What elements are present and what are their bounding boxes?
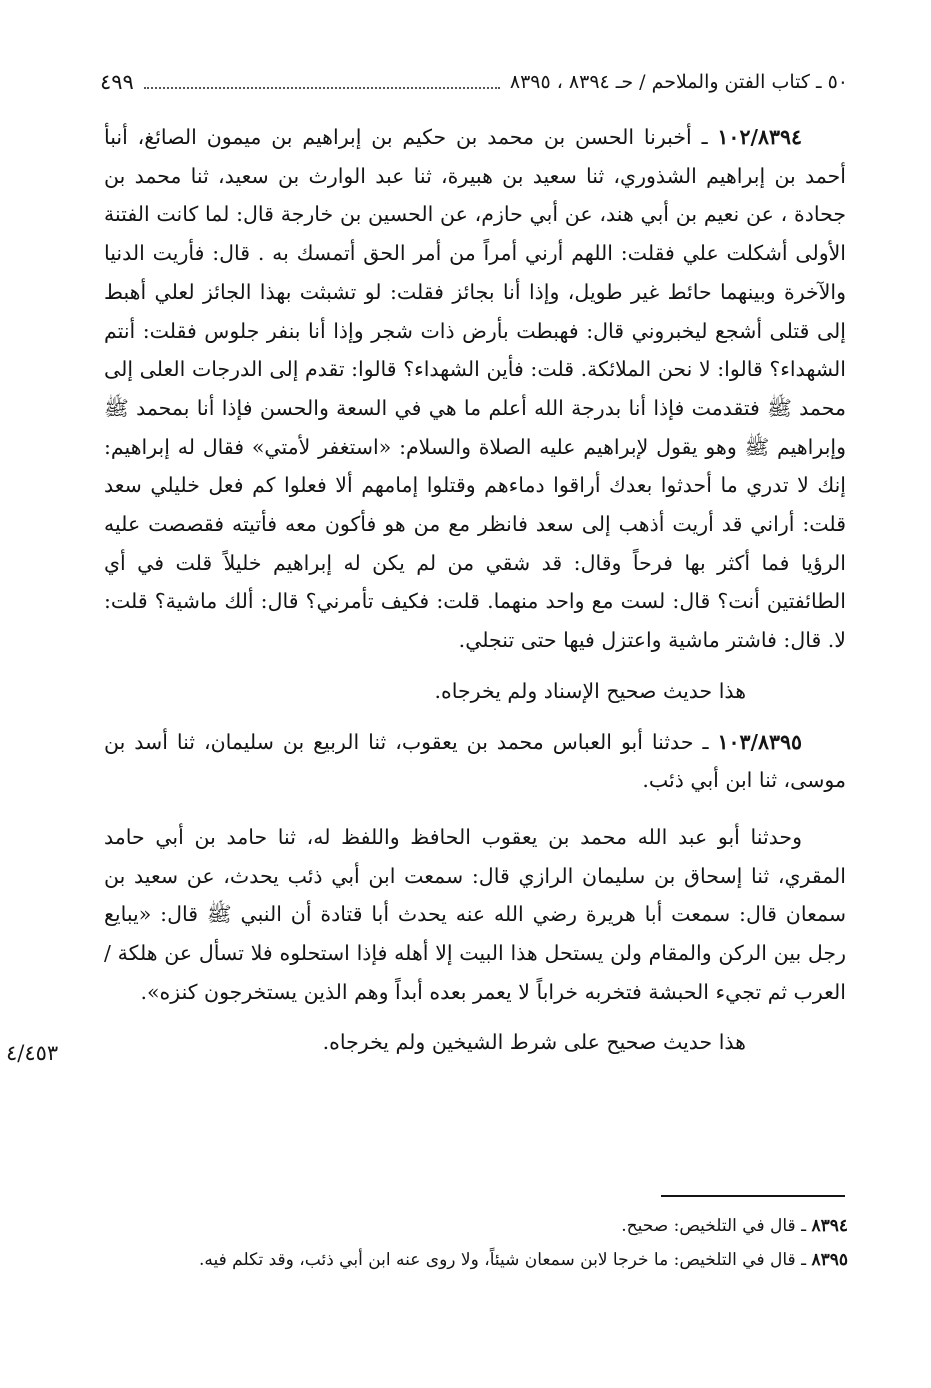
- hadith-8395-text: ـ حدثنا أبو العباس محمد بن يعقوب، ثنا الربيع بن سليمان، ثنا أسد بن موسى، ثنا ابن أبي ذئب.: [104, 729, 846, 793]
- page-body: [104, 118, 846, 1068]
- hadith-8394-number: ١٠٢/٨٣٩٤: [717, 125, 802, 149]
- footnote-8395-text: ـ قال في التلخيص: ما خرجا لابن سمعان شيئاً، ولا روى عنه ابن أبي ذئب، وقد تكلم فيه.: [198, 1250, 807, 1270]
- footnote-8394-text: ـ قال في التلخيص: صحيح.: [621, 1216, 807, 1236]
- footnote-8395-number: ٨٣٩٥: [811, 1250, 848, 1270]
- hadith-8394-text: ـ أخبرنا الحسن بن محمد بن حكيم بن إبراهيم بن ميمون الصائغ، أنبأ أحمد بن إبراهيم الشذوري، ثنا سعيد بن هبيرة، ثنا عبد الوارث بن سعيد، ثنا محمد بن جحادة ، عن نعيم بن أبي هند، عن أبي حازم، عن الحسين بن خارجة قال: لما كانت الفتنة الأولى أشكلت علي فقلت: اللهم أرني أمراً من أمر الحق أتمسك به . قال: فأريت الدنيا والآخرة وبينهما حائط غير طويل، وإذا أنا بجائز فقلت: لو تشبثت بهذا الجائز لعلي أهبط إلى قتلى أشجع ليخبروني قال: فهبطت بأرض ذات شجر وإذا أنا بنفر جلوس فقلت: أنتم الشهداء؟ قالوا: لا نحن الملائكة. قلت: فأين الشهداء؟ قالوا: تقدم إلى الدرجات العلى إلى محمد ﷺ فتقدمت فإذا أنا بدرجة الله أعلم ما هي في السعة والحسن فإذا أنا بمحمد ﷺ وإبراهيم ﷺ وهو يقول لإبراهيم عليه الصلاة والسلام: «استغفر لأمتي» فقال له إبراهيم: إنك لا تدري ما أحدثوا بعدك أراقوا دماءهم وقتلوا إمامهم ألا فعلوا كم فعل خليلي سعد قلت: أراني قد أريت أذهب إلى سعد فانظر مع من هو فأكون معه فأتيته فقصصت عليه الرؤيا فما أكثر بها فرحاً وقال: قد شقي من لم يكن له إبراهيم خليلاً قلت في أي الطائفتين أنت؟ قال: لست مع واحد منهما. قلت: فكيف تأمرني؟ قال: ألك ماشية؟ قلت: لا. قال: فاشتر ماشية واعتزل فيها حتى تنجلي.: [104, 125, 846, 653]
- hadith-8395-paragraph: [104, 723, 846, 800]
- hadith-8395-grading: هذا حديث صحيح على شرط الشيخين ولم يخرجاه.: [322, 1030, 746, 1055]
- footnotes: [90, 1209, 848, 1277]
- running-title: ٥٠ ـ كتاب الفتن والملاحم / حـ ٨٣٩٤ ، ٨٣٩٥: [509, 71, 848, 93]
- footnote-8395: [90, 1243, 848, 1277]
- leader-dots: [144, 87, 500, 89]
- margin-reference: ٤/٤٥٣: [6, 1041, 59, 1065]
- hadith-8395-number: ١٠٣/٨٣٩٥: [717, 729, 802, 754]
- footnote-8394-number: ٨٣٩٤: [811, 1216, 848, 1236]
- hadith-8394-paragraph: [104, 118, 846, 660]
- hadith-8395-second-chain: وحدثنا أبو عبد الله محمد بن يعقوب الحافظ واللفظ له، ثنا حامد بن أبي حامد المقري، ثنا إسحاق بن سليمان الرازي قال: سمعت ابن أبي ذئب يحدث، عن سعيد بن سمعان قال: سمعت أبا هريرة رضي الله عنه يحدث أبا قتادة أن النبي ﷺ قال: «يبايع رجل بين الركن والمقام ولن يستحل هذا البيت إلا أهله فإذا استحلوه فلا تسأل عن هلكة / العرب ثم تجيء الحبشة فتخربه خراباً لا يعمر بعده أبداً وهم الذين يستخرجون كنزه».: [104, 824, 846, 1004]
- page-header: [100, 62, 848, 102]
- page-number: ٤٩٩: [100, 70, 134, 94]
- footnote-8394: [90, 1209, 848, 1243]
- hadith-8394-grading: هذا حديث صحيح الإسناد ولم يخرجاه.: [434, 678, 746, 703]
- footnote-divider: [661, 1195, 845, 1197]
